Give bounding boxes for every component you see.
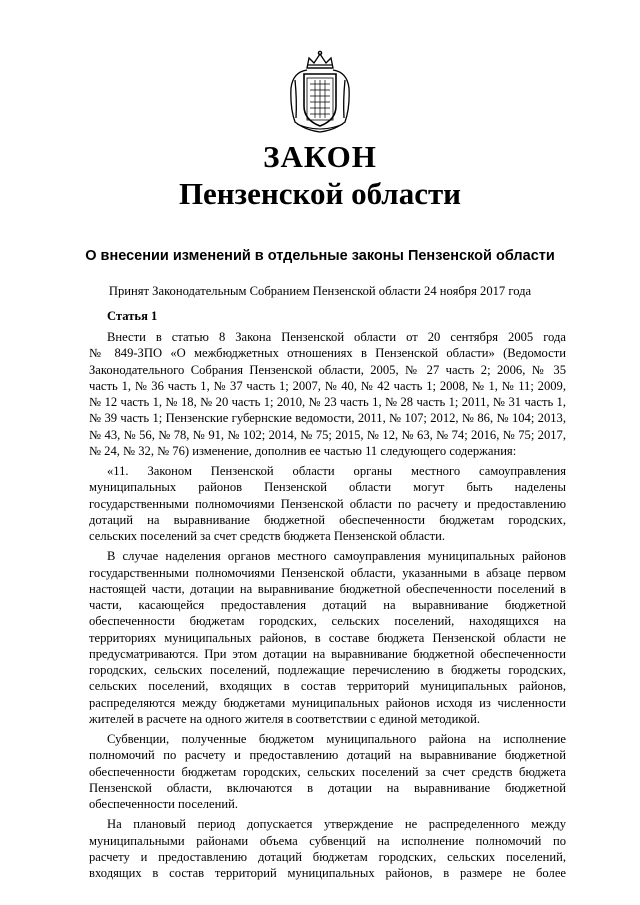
text-line: Внести в статью 8 Закона Пензенской области от 20 сентября 2005 года — [107, 330, 566, 344]
article-heading: Статья 1 — [107, 309, 158, 323]
text-line: сельских поселений, входящих в состав территорий муниципальных районов, — [89, 679, 566, 694]
paragraph-4 — [89, 731, 566, 812]
paragraph-3 — [89, 548, 566, 727]
text-line: № 39 часть 1; Пензенские губернские ведомости, 2011, № 107; 2012, № 86, № 104; 2013, — [89, 411, 566, 426]
text-line: жителей в расчете на одного жителя в соответствии с единой методикой. — [89, 711, 480, 726]
document-title: ЗАКОН — [263, 139, 377, 174]
text-line: дотаций на выравнивание бюджетной обеспеченности бюджетам городских, — [89, 512, 566, 527]
text-line: входящих в состав территорий муниципальных районов, в размере не более — [89, 866, 566, 880]
paragraph-2 — [89, 463, 566, 544]
document-region: Пензенской области — [178, 176, 462, 211]
text-line: Пензенской области, включаются в дотации на выравнивание бюджетной — [89, 780, 566, 795]
text-line: № 12 часть 1, № 18, № 20 часть 1; 2010, № 23 часть 1, № 28 часть 1; 2011, № 31 часть 1, — [89, 395, 566, 409]
text-line: полномочий по расчету и предоставлению дотаций на выравнивание бюджетной — [89, 748, 566, 763]
text-line: сельских поселений за счет средств бюджета Пензенской области. — [89, 529, 446, 543]
text-line: городских, сельских поселений, подлежащие перечислению в бюджеты городских, — [89, 663, 566, 677]
text-line: государственными полномочиями Пензенской области, указанными в абзаце первом — [89, 565, 566, 580]
text-line: № 849-ЗПО «О межбюджетных отношениях в Пензенской области» (Ведомости — [89, 346, 566, 361]
text-line: В случае наделения органов местного самоуправления муниципальных районов — [107, 549, 566, 564]
paragraph-1 — [89, 329, 566, 459]
text-line: настоящей части, дотации на выравнивание бюджетной обеспеченности поселений в — [89, 581, 566, 596]
text-line: предусматриваются. При этом дотации на выравнивание бюджетной обеспеченности — [89, 646, 566, 661]
paragraph-5 — [89, 816, 566, 881]
text-line: государственными полномочиями Пензенской области по расчету и предоставлению — [89, 496, 566, 511]
text-line: распределяются между бюджетами муниципальных районов исходя из численности — [89, 695, 566, 710]
text-line: обеспеченности бюджетам городских, сельских поселений за счет средств бюджета — [89, 764, 566, 779]
text-line: обеспеченности бюджетам городских, сельских поселений, находящихся на — [89, 614, 566, 629]
text-line: Субвенции, полученные бюджетом муниципального района на исполнение — [107, 732, 566, 746]
text-line: обеспеченности поселений. — [89, 797, 238, 811]
text-line: территориях муниципальных районов, в составе бюджета Пензенской области не — [89, 630, 566, 645]
text-line: части, касающейся предоставления дотаций на выравнивание бюджетной — [89, 598, 566, 612]
adoption-note: Принят Законодательным Собранием Пензенской области 24 ноября 2017 года — [108, 284, 532, 298]
text-line: муниципальных районов Пензенской области могут быть наделены — [89, 480, 566, 495]
text-line: расчету и предоставлению дотаций бюджетам городских, сельских поселений, — [89, 849, 566, 864]
text-line: № 24, № 32, № 76) изменение, дополнив ее частью 11 следующего содержания: — [89, 443, 517, 458]
coat-of-arms-emblem — [287, 50, 353, 134]
law-title: О внесении изменений в отдельные законы Пензенской области — [85, 248, 555, 264]
text-line: № 43, № 56, № 78, № 91, № 102; 2014, № 75; 2015, № 12, № 63, № 74; 2016, № 75; 2017, — [89, 427, 566, 442]
text-line: «11. Законом Пензенской области органы местного самоуправления — [107, 464, 566, 478]
text-line: Законодательного Собрания Пензенской области, 2005, № 27 часть 2; 2006, № 35 — [89, 362, 566, 377]
text-line: На плановый период допускается утверждение не распределенного между — [107, 817, 566, 832]
article-body — [89, 329, 566, 881]
text-line: часть 1, № 36 часть 1, № 37 часть 1; 2007, № 40, № 42 часть 1; 2008, № 1, № 11; 2009, — [89, 378, 566, 393]
text-line: муниципальными районами объема субвенций на исполнение полномочий по — [89, 833, 566, 848]
